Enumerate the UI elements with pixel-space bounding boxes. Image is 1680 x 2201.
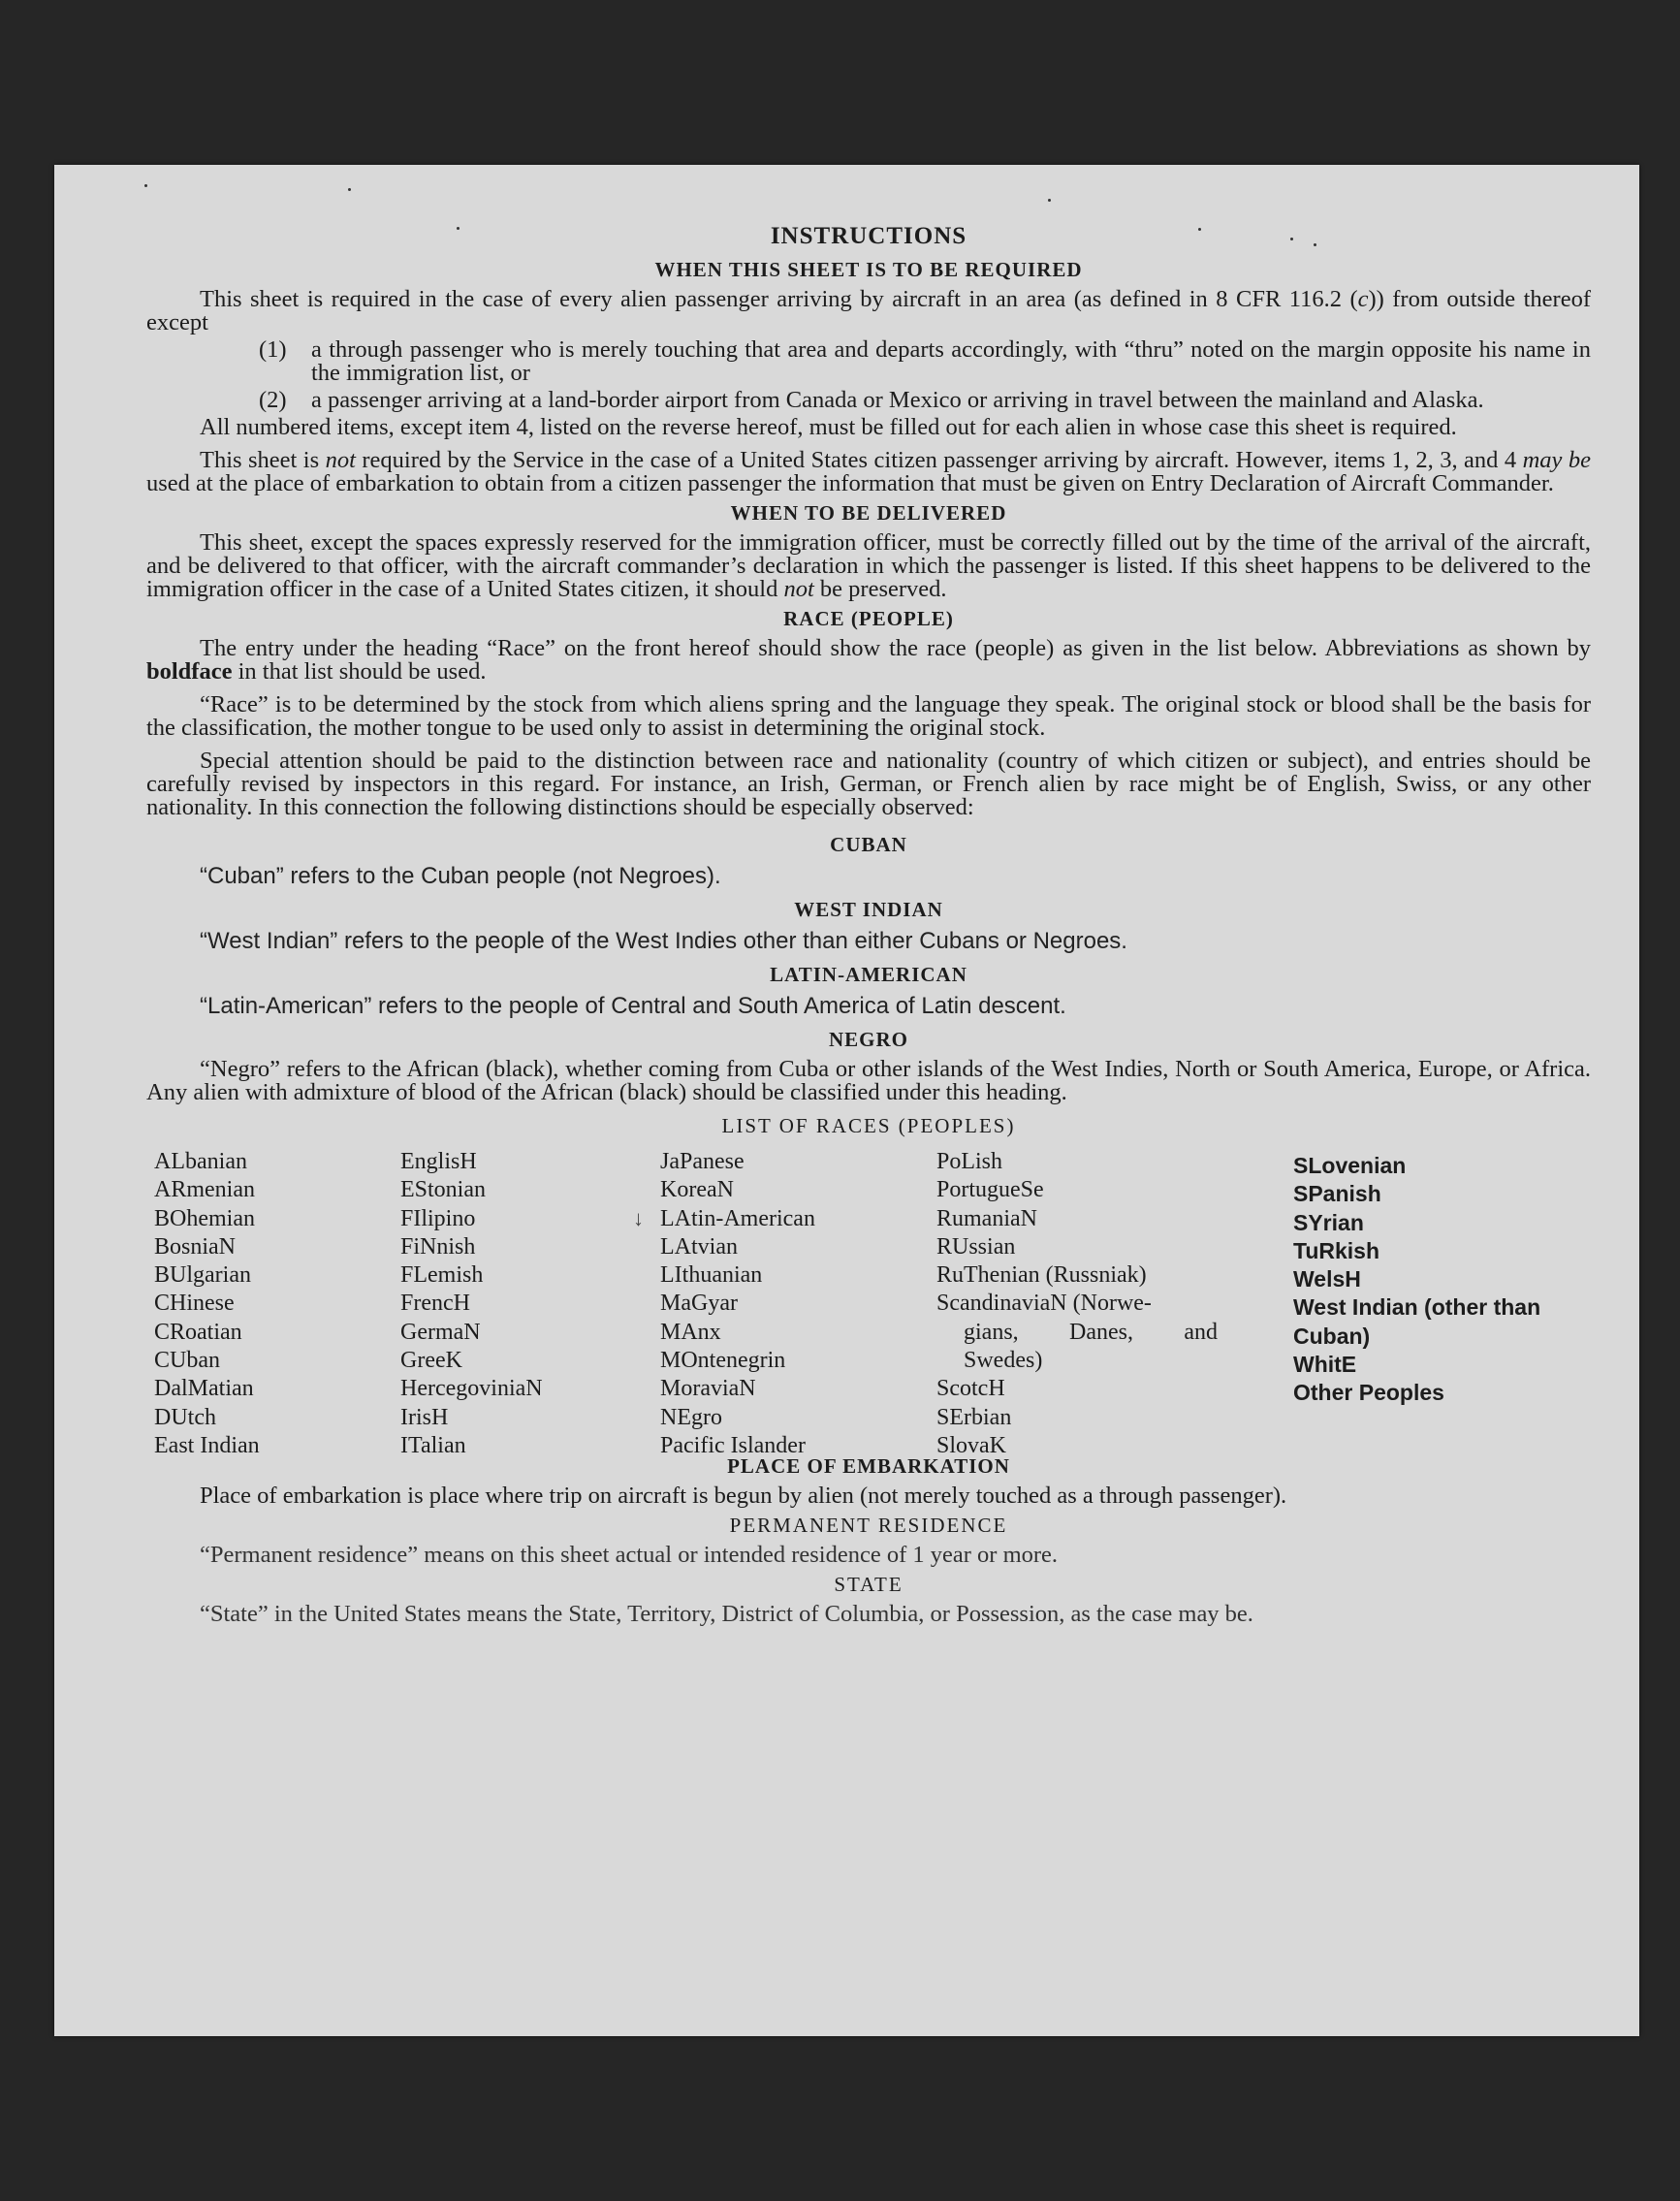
race-item: SlovaK: [936, 1432, 1006, 1458]
race-item: SErbian: [936, 1404, 1012, 1430]
race-item: TuRkish: [1293, 1237, 1380, 1263]
para-citizen: This sheet is not required by the Service in the case of a United States citizen passenger arriving by aircraft. However, items 1, 2, 3, and 4 may be used at the place of embarkation to obtain from a citizen passenger the information that must be given on Entry Declaration of Aircraft Commander.: [146, 447, 1591, 496]
race-item: KoreaN: [660, 1177, 734, 1203]
def-cuban: “Cuban” refers to the Cuban people (not Negroes).: [200, 863, 721, 889]
race-item: WhitE: [1293, 1352, 1357, 1378]
race-item: FIlipino: [400, 1205, 476, 1231]
race-item: EnglisH: [400, 1149, 477, 1174]
heading-west-indian: WEST INDIAN: [794, 898, 943, 921]
item-number: (2): [259, 387, 287, 413]
races-column-3: [660, 1148, 815, 1460]
race-item: GreeK: [400, 1348, 462, 1374]
race-item: DUtch: [154, 1404, 216, 1430]
races-column-4: [936, 1148, 1227, 1460]
race-item: MaGyar: [660, 1291, 738, 1317]
instruction-sheet: [54, 165, 1639, 2036]
race-item: ARmenian: [154, 1177, 255, 1203]
race-item-continuation: gians, Danes, and: [964, 1319, 1218, 1345]
race-item: GermaN: [400, 1319, 481, 1345]
heading-race: RACE (PEOPLE): [783, 607, 954, 630]
race-item: Other Peoples: [1293, 1380, 1444, 1406]
races-column-2: [400, 1148, 543, 1460]
race-item: FrencH: [400, 1291, 470, 1317]
heading-embarkation: PLACE OF EMBARKATION: [727, 1454, 1010, 1478]
race-item: RuThenian (Russniak): [936, 1262, 1147, 1289]
race-item: RUssian: [936, 1233, 1016, 1260]
race-item: JaPanese: [660, 1149, 745, 1174]
para-race-determined: “Race” is to be determined by the stock from which aliens spring and the language they speak. The original stock or blood shall be the basis for the classification, the mother tongue to be used only to assist in determining the original stock.: [146, 691, 1591, 741]
race-item: ALbanian: [154, 1149, 247, 1174]
def-latin-american: “Latin-American” refers to the people of Central and South America of Latin descent.: [200, 993, 1066, 1019]
race-item: SPanish: [1293, 1181, 1381, 1207]
race-item: LAtvian: [660, 1233, 738, 1260]
def-negro: “Negro” refers to the African (black), whether coming from Cuba or other islands of the West Indies, North or South America, Europe, or Africa. Any alien with admixture of blood of the African (black) should be classified under this heading.: [146, 1056, 1591, 1105]
item-number: (1): [259, 336, 287, 363]
heading-state: STATE: [834, 1573, 903, 1596]
race-item: DalMatian: [154, 1376, 254, 1402]
para-required-intro: This sheet is required in the case of every alien passenger arriving by aircraft in an area (as defined in 8 CFR 116.2 (c)) from outside thereof except: [146, 286, 1591, 335]
race-item: CHinese: [154, 1291, 235, 1317]
races-column-1: [154, 1148, 260, 1460]
heading-negro: NEGRO: [828, 1028, 908, 1051]
para-delivered: This sheet, except the spaces expressly reserved for the immigration officer, must be correctly filled out by the time of the arrival of the aircraft, and be delivered to that officer, with the aircraft commander’s declaration in which the passenger is listed. If this sheet happens to be delivered to the immigration officer in the case of a United States citizen, it should not be preserved.: [146, 529, 1591, 602]
exception-item-2: [259, 389, 1591, 412]
para-numbered-items: All numbered items, except item 4, listed on the reverse hereof, must be filled out for each alien in whose case this sheet is required.: [200, 414, 1457, 440]
def-residence: “Permanent residence” means on this sheet actual or intended residence of 1 year or more.: [200, 1542, 1059, 1568]
race-item: SLovenian: [1293, 1153, 1407, 1178]
item-text: a passenger arriving at a land-border airport from Canada or Mexico or arriving in travel between the mainland and Alaska.: [311, 387, 1484, 413]
race-item: ScotcH: [936, 1376, 1005, 1402]
para-race-nationality: Special attention should be paid to the distinction between race and nationality (country of which citizen or subject), and entries should be carefully revised by inspectors in this regard. For instance, an Irish, German, or French alien by race might be of English, Swiss, or any other nationality. In this connection the following distinctions should be especially observed:: [146, 748, 1591, 820]
check-mark-icon: ↓: [633, 1206, 644, 1230]
heading-residence: PERMANENT RESIDENCE: [729, 1514, 1008, 1537]
race-item: FiNnish: [400, 1233, 476, 1260]
race-item: PoLish: [936, 1149, 1003, 1174]
race-item: FLemish: [400, 1262, 484, 1289]
heading-latin-american: LATIN-AMERICAN: [770, 963, 967, 986]
race-item: LAtin-American: [660, 1205, 815, 1231]
race-item: SYrian: [1293, 1209, 1364, 1235]
race-item: PortugueSe: [936, 1177, 1044, 1203]
race-item: EStonian: [400, 1177, 486, 1203]
item-text: a through passenger who is merely touching that area and departs accordingly, with “thru” noted on the margin opposite his name in the immigration list, or: [311, 336, 1591, 386]
race-item: BosniaN: [154, 1233, 236, 1260]
heading-list-of-races: LIST OF RACES (PEOPLES): [721, 1114, 1016, 1137]
def-state: “State” in the United States means the State, Territory, District of Columbia, or Possession, as the case may be.: [200, 1601, 1253, 1627]
race-item: RumaniaN: [936, 1205, 1037, 1231]
race-item: MoraviaN: [660, 1376, 756, 1402]
race-item: CRoatian: [154, 1319, 242, 1345]
race-item: NEgro: [660, 1404, 722, 1430]
race-item: ScandinaviaN (Norwe-: [936, 1291, 1152, 1317]
def-embarkation: Place of embarkation is place where trip on aircraft is begun by alien (not merely touched as a through passenger).: [200, 1483, 1287, 1509]
race-item: IrisH: [400, 1404, 449, 1430]
heading-cuban: CUBAN: [830, 833, 907, 856]
race-item: BOhemian: [154, 1205, 255, 1231]
race-item: MAnx: [660, 1319, 721, 1345]
race-item-continuation: Swedes): [964, 1348, 1043, 1374]
sheet-content: [146, 223, 1591, 1626]
race-item: BUlgarian: [154, 1262, 251, 1289]
race-item: ITalian: [400, 1432, 466, 1458]
race-item: East Indian: [154, 1432, 260, 1458]
race-item: WelsH: [1293, 1266, 1361, 1292]
para-race-entry: The entry under the heading “Race” on the front hereof should show the race (people) as given in the list below. Abbreviations as shown by boldface in that list should be used.: [146, 635, 1591, 685]
page-title: INSTRUCTIONS: [770, 223, 967, 249]
list-of-races: [146, 1148, 1591, 1458]
race-item: HercegoviniaN: [400, 1376, 543, 1402]
race-item: Pacific Islander: [660, 1432, 806, 1458]
race-item: West Indian (other than Cuban): [1293, 1294, 1541, 1349]
race-item: CUban: [154, 1348, 220, 1374]
races-column-5: [1293, 1152, 1560, 1408]
heading-when-required: WHEN THIS SHEET IS TO BE REQUIRED: [654, 258, 1083, 281]
race-item: MOntenegrin: [660, 1348, 786, 1374]
race-item: LIthuanian: [660, 1262, 763, 1289]
exception-item-1: [259, 338, 1591, 385]
def-west-indian: “West Indian” refers to the people of the West Indies other than either Cubans or Negroes.: [200, 928, 1127, 954]
heading-when-delivered: WHEN TO BE DELIVERED: [730, 501, 1007, 525]
